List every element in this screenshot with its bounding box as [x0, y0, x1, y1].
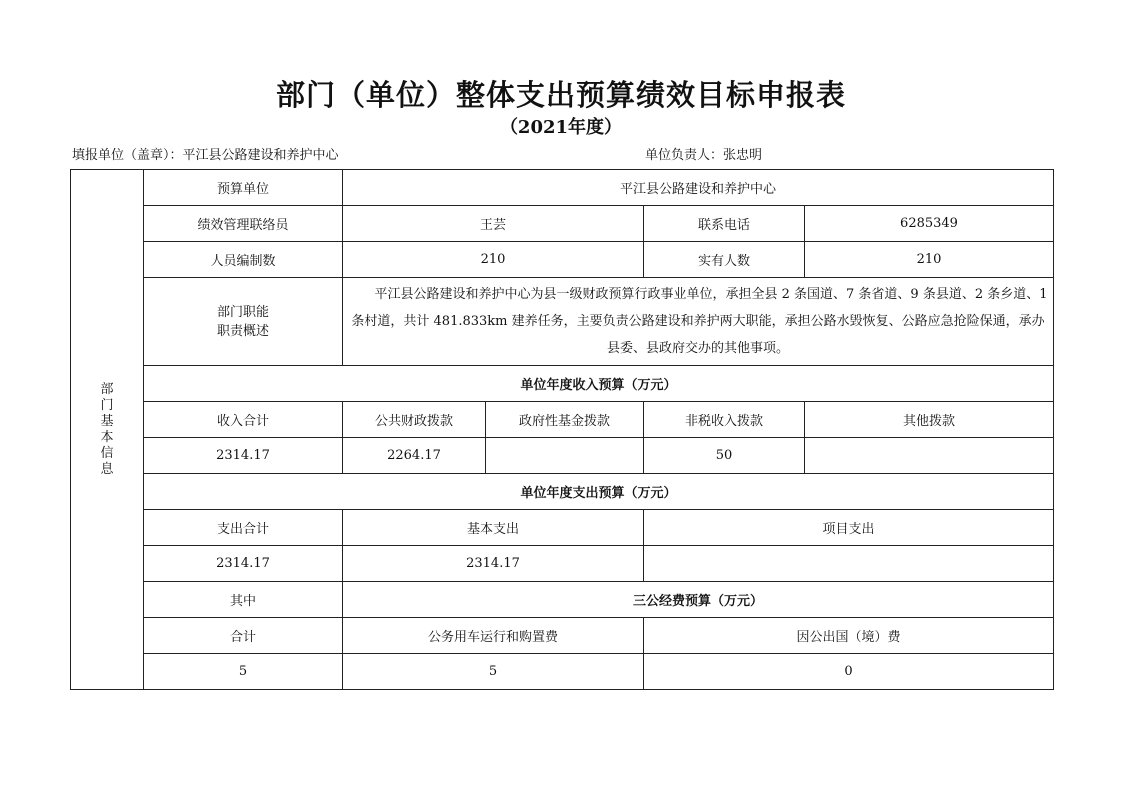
table-row: [71, 242, 1054, 278]
three-public-header-cell: 合计: [144, 618, 343, 654]
income-value-cell: [486, 438, 644, 474]
expense-section-header: 单位年度支出预算（万元）: [144, 474, 1054, 510]
table-row: [71, 402, 1054, 438]
phone-value: 6285349: [805, 206, 1054, 242]
table-row: [71, 546, 1054, 582]
side-label: 部门基本信息: [100, 381, 114, 477]
budget-form-table: [70, 169, 1054, 690]
duty-label-cell: [144, 278, 343, 366]
actual-staff-value: 210: [805, 242, 1054, 278]
duty-label-line1: 部门职能: [216, 304, 269, 320]
expense-header-cell: 支出合计: [144, 510, 343, 546]
duty-label-line2: 职责概述: [216, 323, 269, 339]
table-row: [71, 278, 1054, 366]
of-which-label: 其中: [144, 582, 343, 618]
unit-head: 单位负责人：张忠明: [645, 148, 763, 163]
page-title: 部门（单位）整体支出预算绩效目标申报表: [275, 78, 846, 112]
side-label-cell: [71, 170, 144, 690]
phone-label: 联系电话: [644, 206, 805, 242]
table-row: [71, 438, 1054, 474]
liaison-value: 王芸: [343, 206, 644, 242]
liaison-label: 绩效管理联络员: [144, 206, 343, 242]
income-section-header: 单位年度收入预算（万元）: [144, 366, 1054, 402]
income-value-cell: 50: [644, 438, 805, 474]
staff-quota-label: 人员编制数: [144, 242, 343, 278]
table-row: [71, 474, 1054, 510]
table-row: [71, 618, 1054, 654]
income-header-cell: 非税收入拨款: [644, 402, 805, 438]
expense-header-cell: 项目支出: [644, 510, 1054, 546]
expense-value-cell: 2314.17: [144, 546, 343, 582]
three-public-value-cell: 0: [644, 654, 1054, 690]
page-subtitle: （2021年度）: [499, 117, 623, 138]
actual-staff-label: 实有人数: [644, 242, 805, 278]
income-header-cell: 政府性基金拨款: [486, 402, 644, 438]
staff-quota-value: 210: [343, 242, 644, 278]
table-row: [71, 582, 1054, 618]
duty-description: 平江县公路建设和养护中心为县一级财政预算行政事业单位，承担全县 2 条国道、7 条省道、9 条县道、2 条乡道、1 条村道，共计 481.833km 建养任务，主要负责公路建设和养护两大职能，承担公路水毁恢复、公路应急抢险保通，承办县委、县政府交办的其他事项。: [343, 278, 1054, 366]
income-value-cell: 2314.17: [144, 438, 343, 474]
income-value-cell: 2264.17: [343, 438, 486, 474]
table-row: [71, 366, 1054, 402]
income-header-cell: 其他拨款: [805, 402, 1054, 438]
table-row: [71, 654, 1054, 690]
table-row: [71, 510, 1054, 546]
expense-value-cell: 2314.17: [343, 546, 644, 582]
three-public-header-cell: 因公出国（境）费: [644, 618, 1054, 654]
three-public-value-cell: 5: [144, 654, 343, 690]
three-public-header-cell: 公务用车运行和购置费: [343, 618, 644, 654]
income-value-cell: [805, 438, 1054, 474]
expense-header-cell: 基本支出: [343, 510, 644, 546]
filing-unit: 填报单位（盖章）：平江县公路建设和养护中心: [72, 148, 339, 163]
budget-unit-label: 预算单位: [144, 170, 343, 206]
budget-unit-value: 平江县公路建设和养护中心: [343, 170, 1054, 206]
expense-value-cell: [644, 546, 1054, 582]
three-public-section-header: 三公经费预算（万元）: [343, 582, 1054, 618]
income-header-cell: 收入合计: [144, 402, 343, 438]
table-row: [71, 170, 1054, 206]
table-row: [71, 206, 1054, 242]
three-public-value-cell: 5: [343, 654, 644, 690]
income-header-cell: 公共财政拨款: [343, 402, 486, 438]
